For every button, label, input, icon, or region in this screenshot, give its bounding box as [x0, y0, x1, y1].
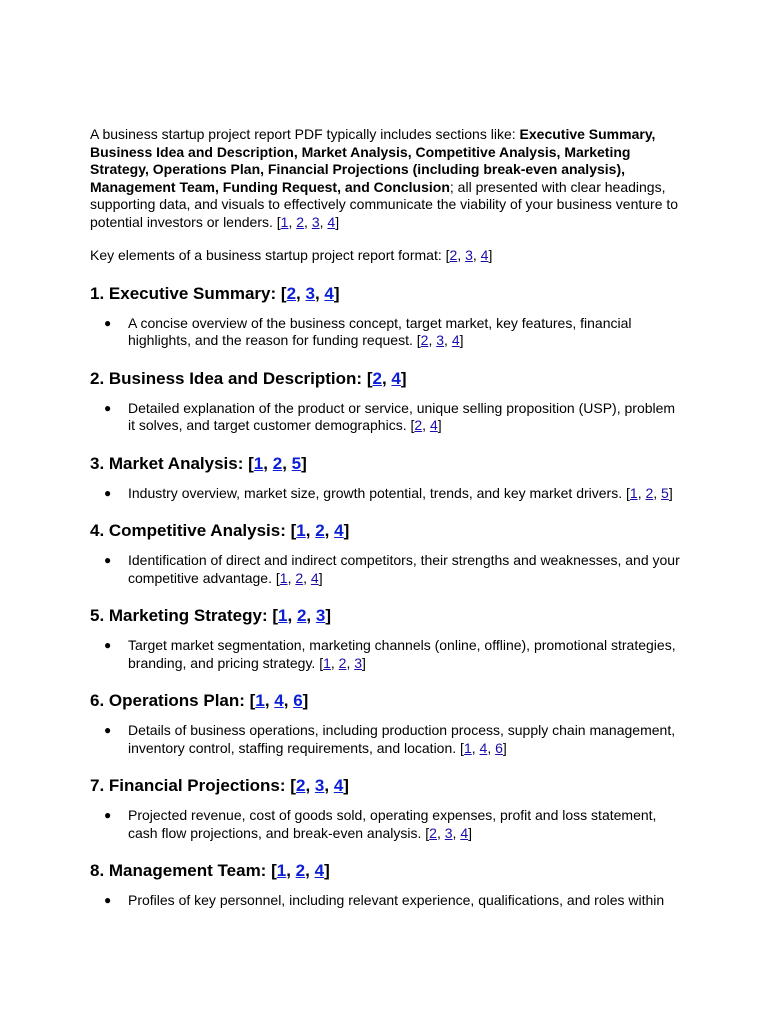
citation-link[interactable]: 3 — [436, 332, 445, 348]
section-8 — [90, 860, 680, 910]
citation-link[interactable]: 2 — [295, 776, 306, 795]
citation-link[interactable]: 2 — [429, 824, 437, 841]
bullet-citations: [1, 2, 5] — [626, 484, 673, 501]
section-heading — [90, 368, 680, 390]
bullet-item — [90, 637, 680, 672]
section-title: 4. Competitive Analysis: — [90, 521, 286, 540]
citation-link[interactable]: 1 — [280, 213, 289, 230]
citation-link[interactable]: 3 — [314, 776, 325, 795]
bullet-list — [90, 637, 680, 672]
citation-link[interactable]: 2 — [296, 606, 307, 625]
heading-citations: [1, 4, 6] — [249, 691, 309, 710]
citation-link[interactable]: 4 — [324, 283, 334, 303]
bullet-list — [90, 400, 680, 435]
bullet-text: Industry overview, market size, growth potential, trends, and key market drivers. — [128, 484, 623, 501]
citation-link[interactable]: 6 — [293, 691, 303, 710]
bullet-item — [90, 485, 680, 503]
section-3 — [90, 453, 680, 503]
section-heading — [90, 690, 680, 712]
citation-link[interactable]: 4 — [310, 569, 319, 586]
citation-link[interactable]: 4 — [460, 824, 469, 841]
bullet-dot-icon: ● — [104, 315, 112, 330]
bullet-list — [90, 485, 680, 503]
heading-citations: [1, 2, 4] — [271, 861, 330, 880]
citation-link[interactable]: 4 — [327, 213, 336, 230]
citation-link[interactable]: 4 — [480, 247, 489, 263]
citation-link[interactable]: 4 — [451, 332, 460, 348]
bullet-citations: [1, 2, 3] — [319, 654, 366, 671]
citation-link[interactable]: 1 — [255, 691, 265, 710]
bullet-item — [90, 552, 680, 587]
heading-citations: [2, 3, 4] — [290, 776, 349, 795]
section-heading — [90, 520, 680, 542]
section-title: 3. Market Analysis: — [90, 453, 244, 473]
citation-link[interactable]: 2 — [272, 453, 283, 473]
bullet-text: A concise overview of the business concept, target market, key features, financial highlights, and the reason for funding request. — [128, 314, 632, 348]
bullet-text: Profiles of key personnel, including relevant experience, qualifications, and roles within — [128, 892, 665, 908]
citation-link[interactable]: 2 — [645, 484, 654, 501]
bullet-citations: [1, 2, 4] — [275, 569, 323, 586]
section-heading — [90, 775, 680, 797]
section-heading — [90, 860, 680, 882]
section-4 — [90, 520, 680, 587]
bullet-text: Detailed explanation of the product or service, unique selling proposition (USP), problem it solves, and target customer demographics. — [128, 399, 676, 433]
heading-citations: [1, 2, 5] — [248, 453, 307, 473]
intro-citations: [1, 2, 3, 4] — [276, 213, 340, 230]
citation-link[interactable]: 1 — [463, 739, 472, 756]
citation-link[interactable]: 2 — [420, 332, 429, 348]
bullet-dot-icon: ● — [104, 893, 112, 907]
citation-link[interactable]: 4 — [314, 861, 325, 880]
bullet-item — [90, 892, 680, 910]
bullet-dot-icon: ● — [104, 808, 112, 822]
citation-link[interactable]: 1 — [278, 606, 288, 625]
bullet-list — [90, 722, 680, 757]
key-elements-line — [90, 247, 680, 265]
section-heading — [90, 283, 680, 305]
citation-link[interactable]: 2 — [449, 247, 458, 263]
citation-link[interactable]: 3 — [465, 247, 473, 263]
citation-link[interactable]: 5 — [661, 484, 669, 501]
citation-link[interactable]: 4 — [479, 739, 488, 756]
citation-link[interactable]: 1 — [323, 654, 331, 671]
bullet-item — [90, 315, 680, 350]
bullet-list — [90, 315, 680, 350]
section-title: 8. Management Team: — [90, 861, 267, 880]
citation-link[interactable]: 3 — [354, 654, 363, 671]
bullet-item — [90, 722, 680, 757]
bullet-list — [90, 892, 680, 910]
citation-link[interactable]: 6 — [495, 739, 503, 756]
heading-citations: [1, 2, 3] — [272, 606, 331, 625]
section-1 — [90, 283, 680, 350]
citation-link[interactable]: 2 — [295, 569, 304, 586]
key-elements-text: Key elements of a business startup project report format: — [90, 247, 442, 263]
bullet-item — [90, 807, 680, 842]
citation-link[interactable]: 2 — [338, 654, 347, 671]
heading-citations: [1, 2, 4] — [290, 521, 350, 540]
section-heading — [90, 453, 680, 475]
bullet-list — [90, 552, 680, 587]
section-5 — [90, 605, 680, 672]
intro-paragraph — [90, 126, 680, 231]
citation-link[interactable]: 2 — [315, 521, 325, 540]
citation-link[interactable]: 4 — [333, 776, 344, 795]
bullet-dot-icon: ● — [104, 723, 112, 737]
section-title: 2. Business Idea and Description: — [90, 368, 363, 388]
bullet-text: Target market segmentation, marketing channels (online, offline), promotional strategies, branding, and pricing strategy. — [128, 637, 676, 671]
heading-citations: [2, 3, 4] — [280, 283, 340, 303]
section-title: 1. Executive Summary: — [90, 283, 277, 303]
bullet-citations: [2, 3, 4] — [425, 824, 473, 841]
citation-link[interactable]: 3 — [311, 213, 320, 230]
bullet-dot-icon: ● — [104, 638, 112, 652]
sections-list — [90, 283, 680, 910]
section-2 — [90, 368, 680, 435]
bullet-citations: [2, 3, 4] — [416, 332, 464, 348]
heading-citations: [2, 4] — [366, 368, 407, 388]
bullet-dot-icon: ● — [104, 485, 112, 500]
document-body — [90, 126, 680, 910]
section-6 — [90, 690, 680, 757]
bullet-dot-icon: ● — [104, 553, 112, 567]
bullet-dot-icon: ● — [104, 400, 112, 415]
bullet-citations: [2, 4] — [410, 417, 442, 433]
citation-link[interactable]: 2 — [372, 368, 382, 388]
citation-link[interactable]: 3 — [315, 606, 326, 625]
intro-prefix: A business startup project report PDF typically includes sections like: — [90, 126, 520, 142]
intro-suffix: ; all presented with clear headings, supporting data, and visuals to effectively communicate the viability of your business venture to potential investors or lenders. — [90, 178, 679, 230]
citation-link[interactable]: 1 — [279, 569, 288, 586]
bullet-text: Projected revenue, cost of goods sold, operating expenses, profit and loss statement, cash flow projections, and break-even analysis. — [128, 807, 657, 841]
citation-link[interactable]: 3 — [444, 824, 453, 841]
citation-link[interactable]: 3 — [305, 283, 315, 303]
citation-link[interactable]: 4 — [274, 691, 284, 710]
citation-link[interactable]: 4 — [391, 368, 401, 388]
citation-link[interactable]: 2 — [414, 417, 423, 433]
intro-bold-sections: Executive Summary, Business Idea and Description, Market Analysis, Competitive Analysis, Marketing Strategy, Operations Plan, Financial Projections (including break-even analysis), Management Team, Funding Request, and Conclusion — [90, 126, 656, 195]
citation-link[interactable]: 1 — [276, 861, 287, 880]
key-elements-citations: [2, 3, 4] — [445, 247, 493, 263]
citation-link[interactable]: 4 — [429, 417, 438, 433]
citation-link[interactable]: 2 — [296, 213, 305, 230]
section-title: 6. Operations Plan: — [90, 691, 245, 710]
citation-link[interactable]: 1 — [253, 453, 264, 473]
bullet-item — [90, 400, 680, 435]
bullet-list — [90, 807, 680, 842]
citation-link[interactable]: 2 — [286, 283, 297, 303]
section-heading — [90, 605, 680, 627]
citation-link[interactable]: 5 — [291, 453, 302, 473]
citation-link[interactable]: 2 — [295, 861, 306, 880]
section-title: 5. Marketing Strategy: — [90, 606, 268, 625]
bullet-text: Details of business operations, including production process, supply chain management, inventory control, staffing requirements, and location. — [128, 722, 676, 756]
section-7 — [90, 775, 680, 842]
section-title: 7. Financial Projections: — [90, 776, 286, 795]
citation-link[interactable]: 1 — [296, 521, 306, 540]
citation-link[interactable]: 4 — [334, 521, 344, 540]
citation-link[interactable]: 1 — [629, 484, 638, 501]
bullet-citations: [1, 4, 6] — [460, 739, 507, 756]
bullet-text: Identification of direct and indirect competitors, their strengths and weaknesses, and your competitive advantage. — [128, 552, 680, 586]
